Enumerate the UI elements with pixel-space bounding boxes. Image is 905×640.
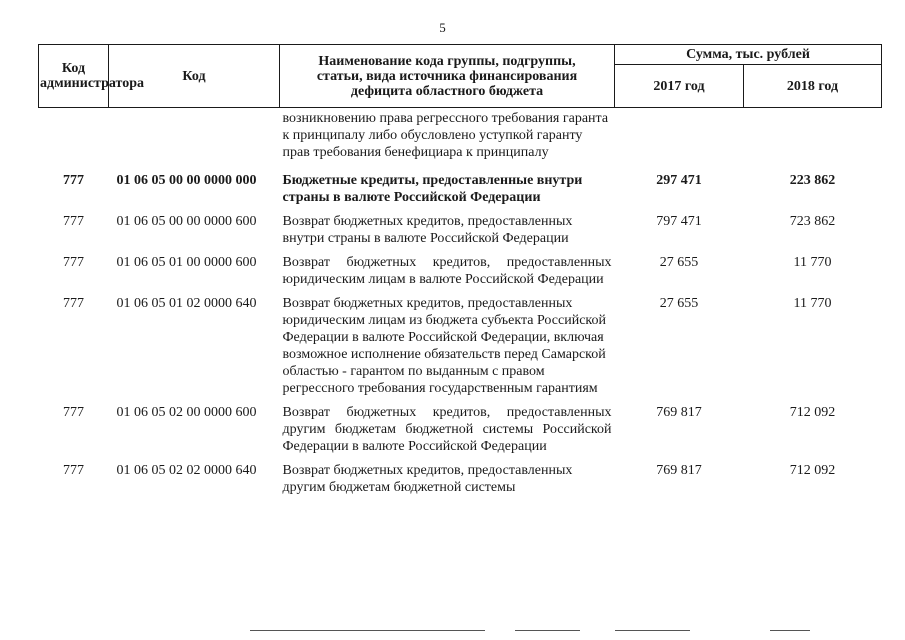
header-sum: Сумма, тыс. рублей: [615, 45, 882, 65]
continuation-text: возникновению права регрессного требования гаранта к принципалу либо обусловлено уступкой гаранту прав требования бенефициара к принципалу: [282, 111, 609, 160]
divider: [770, 630, 810, 631]
table-row: [39, 403, 882, 461]
header-year-2017: 2017 год: [615, 65, 744, 108]
cell-admin: 777: [63, 214, 84, 229]
cell-name: Бюджетные кредиты, предоставленные внутри страны в валюте Российской Федерации: [282, 173, 583, 205]
cell-admin: 777: [63, 296, 84, 311]
cell-admin: 777: [63, 173, 84, 188]
divider: [250, 630, 485, 631]
cell-sum-2017: 797 471: [656, 214, 702, 229]
header-code: Код: [109, 45, 280, 108]
table-row: [39, 171, 882, 212]
cell-sum-2017: 769 817: [656, 405, 702, 420]
header-year-2018: 2018 год: [744, 65, 882, 108]
cell-sum-2018: 723 862: [789, 214, 836, 229]
cell-code: 01 06 05 01 00 0000 600: [116, 255, 257, 270]
cell-admin: 777: [63, 255, 84, 270]
divider: [615, 630, 690, 631]
cell-sum-2018: 712 092: [789, 405, 836, 420]
cell-name: Возврат бюджетных кредитов, предоставленных юридическим лицам из бюджета субъекта Российской Федерации в валюте Российской Федерации, включая возможное исполнение обязательств перед Самарской областью - гарантом по выданным с правом регрессного требования государственным гарантиям: [282, 296, 606, 396]
budget-sources-table: [38, 44, 882, 502]
cell-code: 01 06 05 01 02 0000 640: [116, 296, 257, 311]
scan-footer-lines: [0, 630, 905, 636]
cell-sum-2017: 297 471: [656, 173, 702, 188]
cell-admin: 777: [63, 463, 84, 478]
header-name: Наименование кода группы, подгруппы, статьи, вида источника финансирования дефицита областного бюджета: [280, 45, 615, 108]
header-admin-code: Код администратора: [39, 45, 109, 108]
page-number: 5: [439, 20, 446, 35]
cell-name: Возврат бюджетных кредитов, предоставленных юридическим лицам в валюте Российской Федерации: [282, 255, 612, 287]
table-header-row: [39, 45, 882, 65]
cell-code: 01 06 05 02 00 0000 600: [116, 405, 257, 420]
cell-name: Возврат бюджетных кредитов, предоставленных другим бюджетам бюджетной системы: [282, 463, 573, 495]
cell-admin: 777: [63, 405, 84, 420]
table-row: [39, 461, 882, 502]
cell-code: 01 06 05 00 00 0000 000: [116, 173, 257, 188]
cell-sum-2018: 11 770: [793, 255, 832, 270]
table-row: [39, 294, 882, 403]
cell-name: Возврат бюджетных кредитов, предоставленных другим бюджетам бюджетной системы Российской Федерации в валюте Российской Федерации: [282, 405, 612, 454]
cell-sum-2017: 27 655: [659, 255, 699, 270]
cell-sum-2017: 769 817: [656, 463, 702, 478]
cell-sum-2018: 223 862: [789, 173, 836, 188]
table-row: [39, 253, 882, 294]
table-row-continuation: [39, 108, 882, 172]
cell-code: 01 06 05 02 02 0000 640: [116, 463, 257, 478]
cell-sum-2018: 11 770: [793, 296, 832, 311]
cell-sum-2017: 27 655: [659, 296, 699, 311]
cell-code: 01 06 05 00 00 0000 600: [116, 214, 257, 229]
divider: [515, 630, 580, 631]
table-row: [39, 212, 882, 253]
cell-name: Возврат бюджетных кредитов, предоставленных внутри страны в валюте Российской Федерации: [282, 214, 573, 246]
cell-sum-2018: 712 092: [789, 463, 836, 478]
